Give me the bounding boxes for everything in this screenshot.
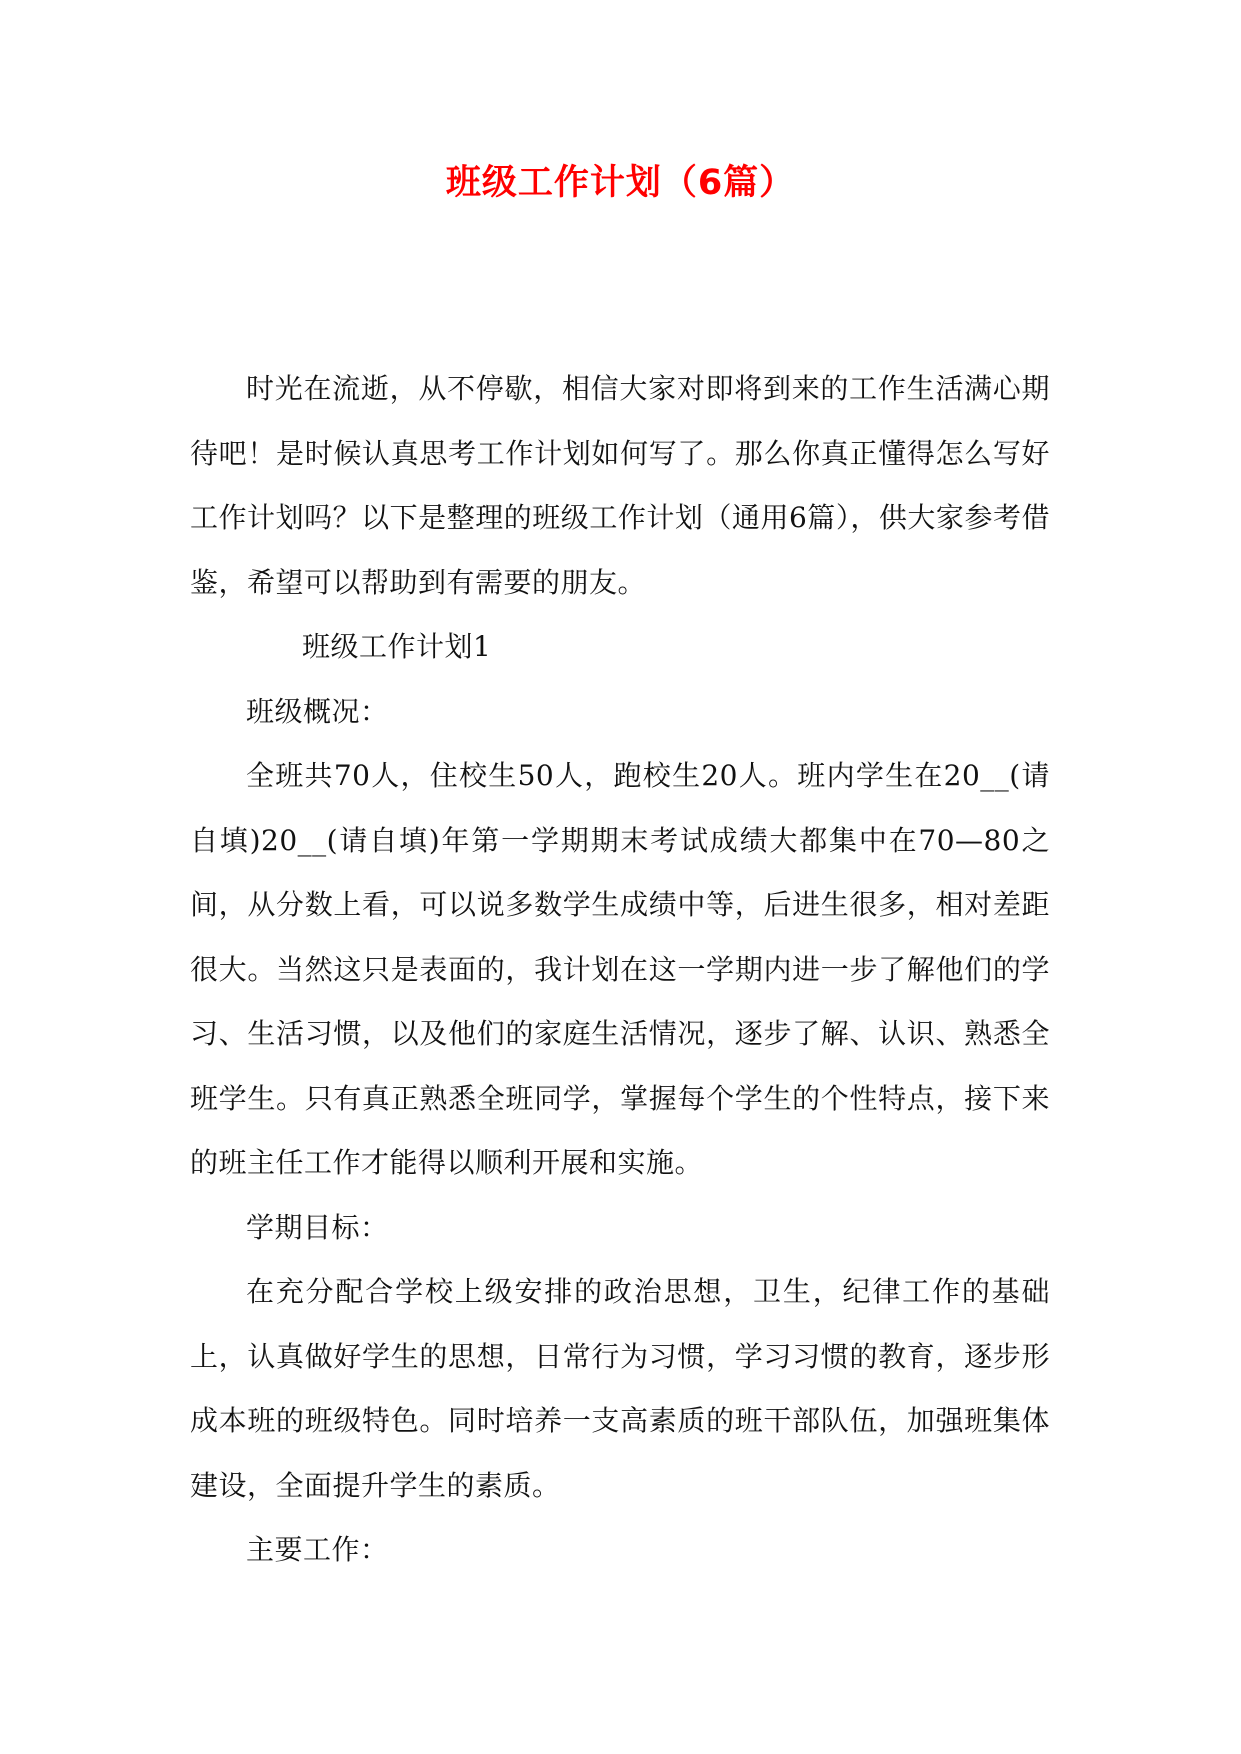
document-body — [190, 357, 1050, 1583]
heading-class-overview: 班级概况： — [246, 694, 389, 728]
semester-goals-paragraph: 在充分配合学校上级安排的政治思想，卫生，纪律工作的基础上，认真做好学生的思想，日常行为习惯，学习习惯的教育，逐步形成本班的班级特色。同时培养一支高素质的班干部队伍，加强班集体建设，全面提升学生的素质。 — [190, 1275, 1050, 1502]
intro-paragraph: 时光在流逝，从不停歇，相信大家对即将到来的工作生活满心期待吧！是时候认真思考工作计划如何写了。那么你真正懂得怎么写好工作计划吗？以下是整理的班级工作计划（通用6篇），供大家参考借鉴，希望可以帮助到有需要的朋友。 — [190, 372, 1050, 599]
document-title: 班级工作计划（6篇） — [445, 163, 796, 203]
section-subtitle: 班级工作计划1 — [302, 630, 492, 663]
heading-main-work: 主要工作： — [246, 1533, 389, 1566]
class-overview-paragraph: 全班共70人，住校生50人，跑校生20人。班内学生在20__(请自填)20__(请自填)年第一学期期末考试成绩大都集中在70—80之间，从分数上看，可以说多数学生成绩中等，后进生很多，相对差距很大。当然这只是表面的，我计划在这一学期内进一步了解他们的学习、生活习惯，以及他们的家庭生活情况，逐步了解、认识、熟悉全班学生。只有真正熟悉全班同学，掌握每个学生的个性特点，接下来的班主任工作才能得以顺利开展和实施。 — [190, 759, 1050, 1179]
heading-semester-goals: 学期目标： — [246, 1210, 389, 1244]
